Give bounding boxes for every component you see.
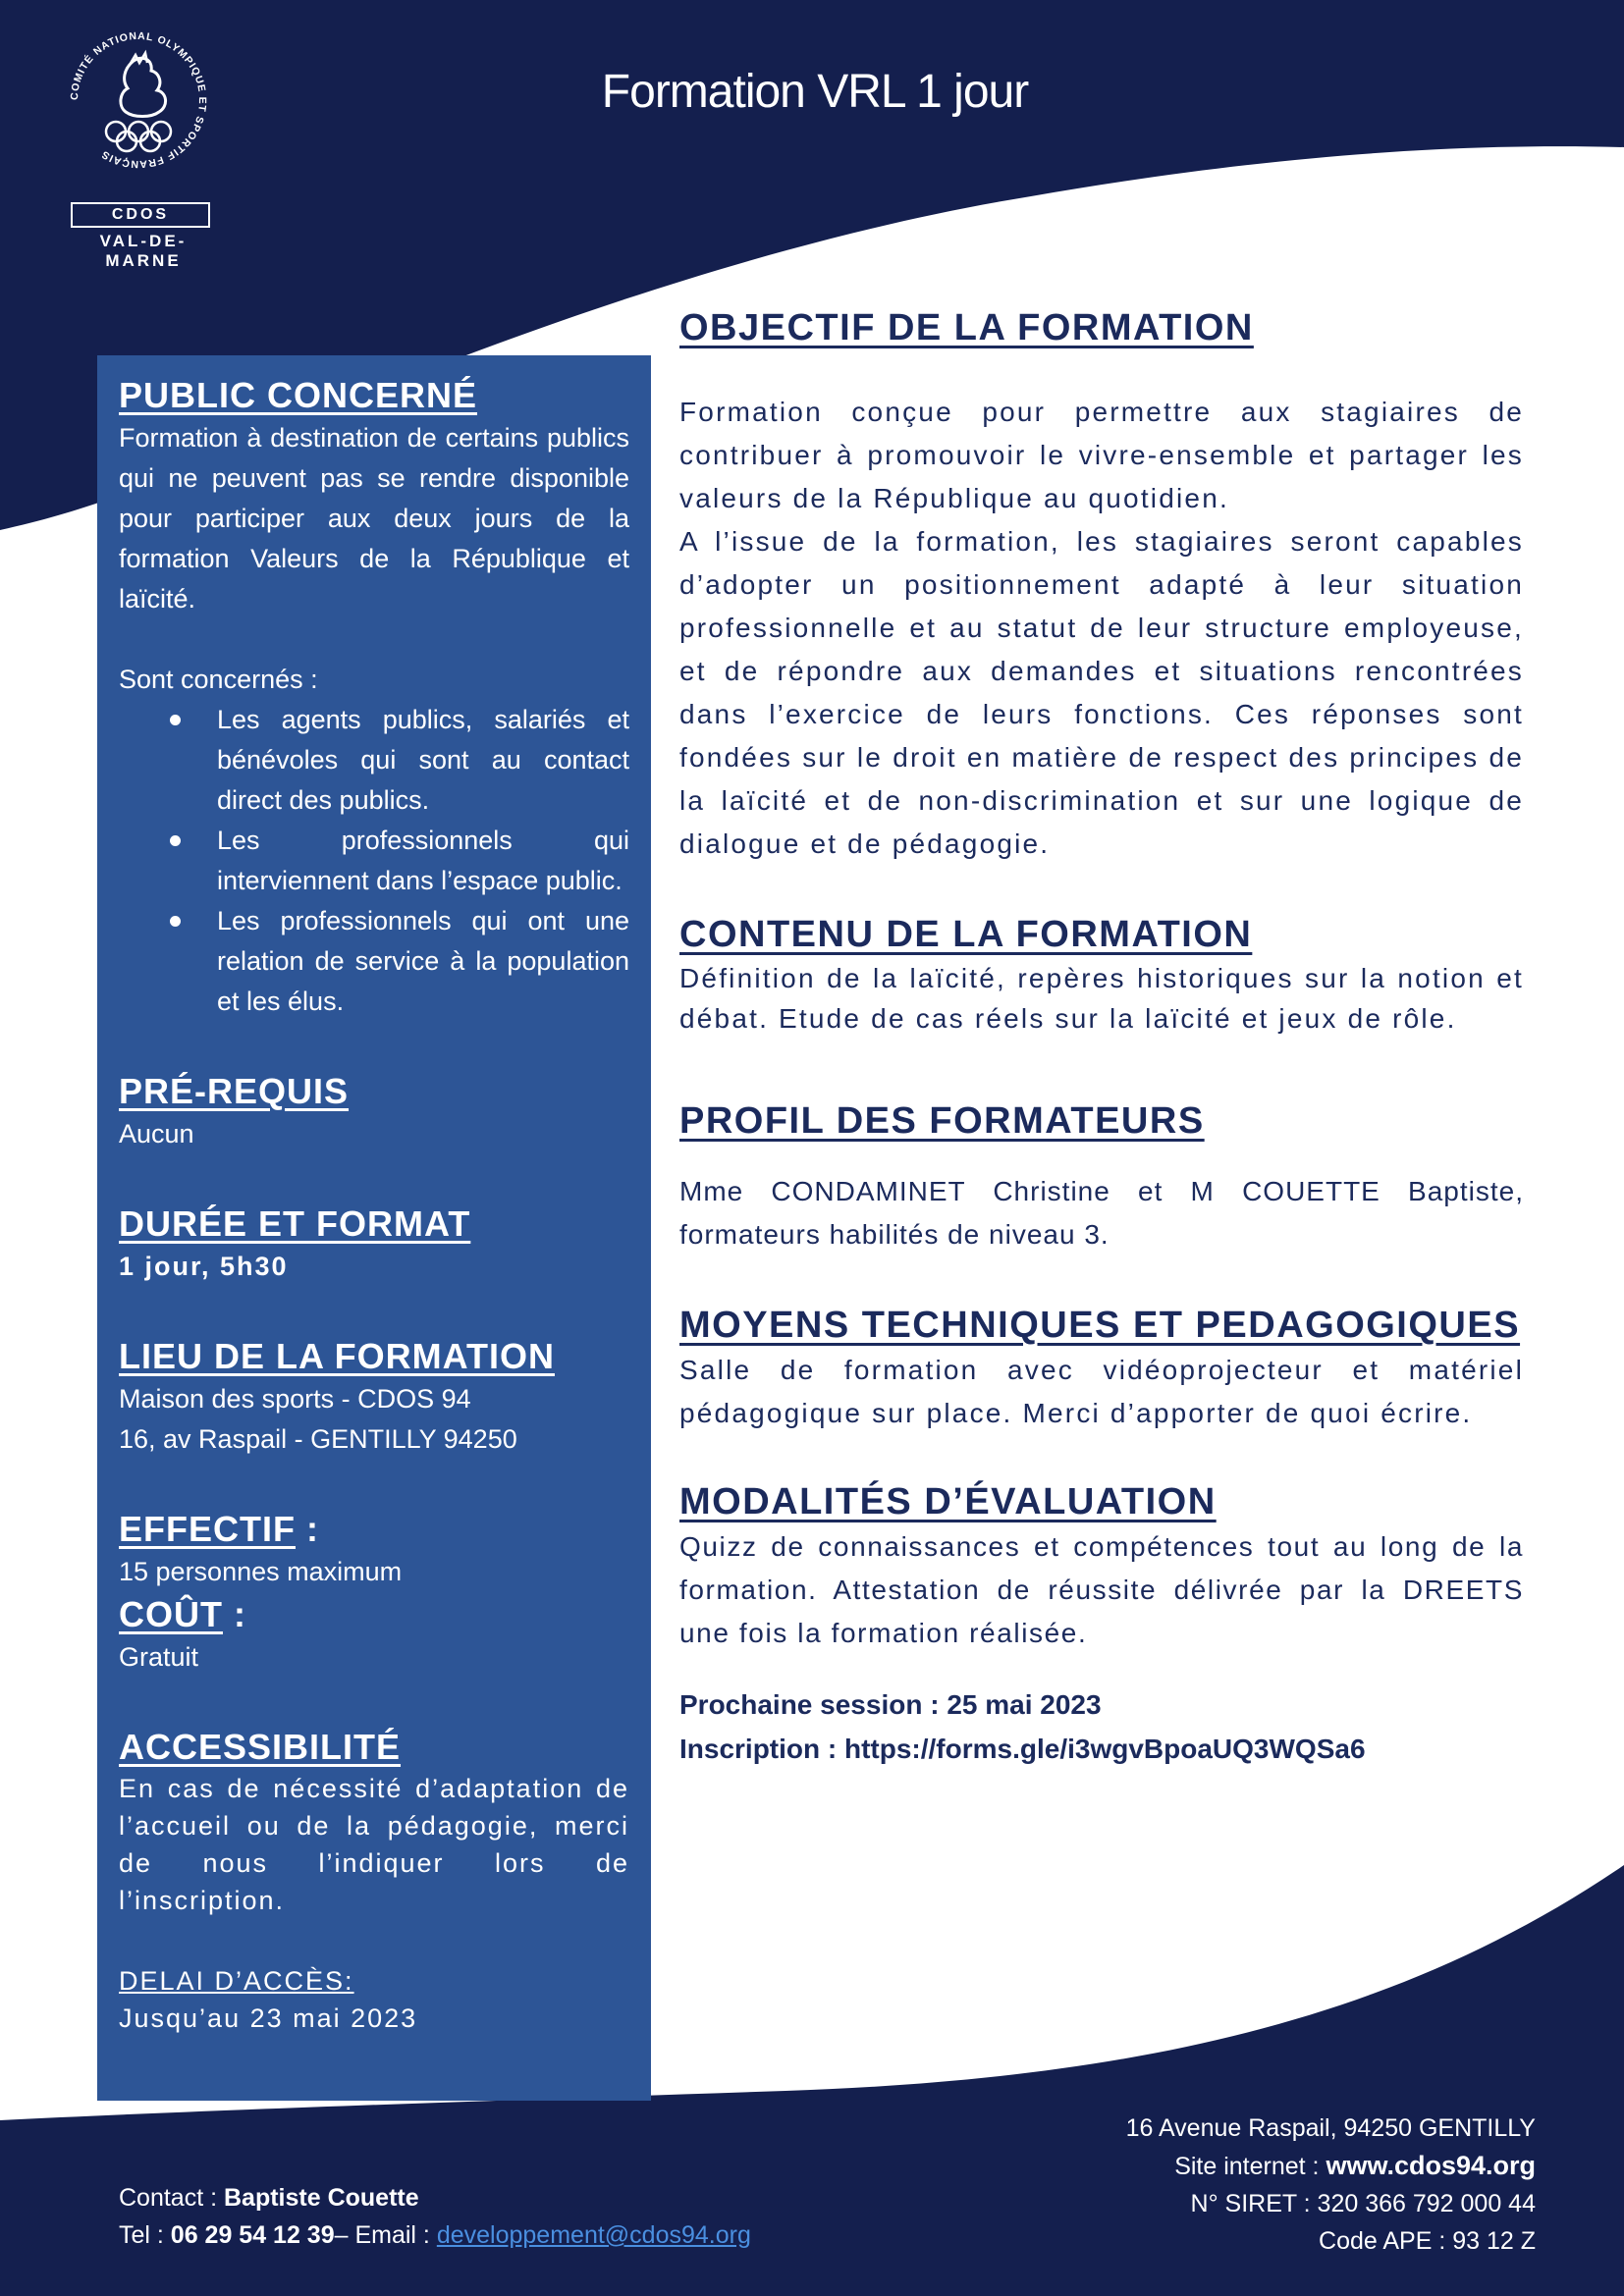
footer-ape: Code APE : 93 12 Z xyxy=(1319,2227,1536,2255)
svg-text:COMITÉ NATIONAL OLYMPIQUE ET S: COMITÉ NATIONAL OLYMPIQUE ET SPORTIF FRANÇAIS xyxy=(68,29,209,171)
phone-number: 06 29 54 12 39 xyxy=(170,2221,335,2249)
delay-label: DELAI D’ACCÈS: xyxy=(119,1966,354,1996)
duration-heading: DURÉE ET FORMAT xyxy=(119,1203,471,1244)
objective-paragraph-2: A l’issue de la formation, les stagiaires seront capables d’adopter un positionnement adapté à leur situation professionnelle et au statut de leur structure employeuse, et de répondre aux demandes et situations rencontrées dans l’exercice de leurs fonctions. Ces réponses sont fondées sur le droit en matière de respect des principes de la laïcité et de non-discrimination et sur une logique de dialogue et de pédagogie. xyxy=(679,526,1524,859)
access-heading: ACCESSIBILITÉ xyxy=(119,1727,402,1767)
prereq-text: Aucun xyxy=(119,1119,194,1148)
logo-region-label: VAL-DE-MARNE xyxy=(99,232,188,270)
footer-site: Site internet : www.cdos94.org xyxy=(1174,2151,1536,2180)
list-item: Les professionnels qui interviennent dans l’espace public. xyxy=(217,821,629,901)
public-heading: PUBLIC CONCERNÉ xyxy=(119,375,478,415)
olympic-seal-icon xyxy=(65,22,212,179)
evaluation-heading: MODALITÉS D’ÉVALUATION xyxy=(679,1481,1217,1522)
footer-address: 16 Avenue Raspail, 94250 GENTILLY xyxy=(1125,2114,1536,2142)
footer-siret: N° SIRET : 320 366 792 000 44 xyxy=(1190,2190,1536,2217)
phone-email-line: Tel : 06 29 54 12 39– Email : developpement@cdos94.org xyxy=(119,2221,751,2249)
left-info-panel xyxy=(97,355,651,2101)
document-title: Formation VRL 1 jour xyxy=(601,66,1029,118)
website-link[interactable]: www.cdos94.org xyxy=(1326,2151,1536,2180)
email-link[interactable]: developpement@cdos94.org xyxy=(436,2221,751,2249)
effectif-heading: EFFECTIF : xyxy=(119,1509,319,1549)
logo-cdos-label: CDOS xyxy=(71,202,210,228)
duration-text: 1 jour, 5h30 xyxy=(119,1252,289,1281)
cdos-logo xyxy=(57,22,234,270)
place-line-1: Maison des sports - CDOS 94 xyxy=(119,1384,471,1414)
means-heading: MOYENS TECHNIQUES ET PEDAGOGIQUES xyxy=(679,1305,1521,1346)
cout-text: Gratuit xyxy=(119,1642,199,1672)
concerned-list xyxy=(119,700,629,1022)
content-text: Définition de la laïcité, repères historiques sur la notion et débat. Etude de cas réels sur la laïcité et jeux de rôle. xyxy=(679,963,1524,1034)
right-content-column xyxy=(679,304,1524,1771)
trainers-text: Mme CONDAMINET Christine et M COUETTE Baptiste, formateurs habilités de niveau 3. xyxy=(679,1176,1524,1250)
access-text: En cas de nécessité d’adaptation de l’accueil ou de la pédagogie, merci de nous l’indiquer lors de l’inscription. xyxy=(119,1774,629,1915)
contact-line: Contact : Baptiste Couette xyxy=(119,2184,419,2212)
next-session: Prochaine session : 25 mai 2023 xyxy=(679,1689,1102,1720)
place-heading: LIEU DE LA FORMATION xyxy=(119,1336,555,1376)
footer-company-info xyxy=(1126,2109,1536,2260)
place-line-2: 16, av Raspail - GENTILLY 94250 xyxy=(119,1424,517,1454)
evaluation-text: Quizz de connaissances et compétences tout au long de la formation. Attestation de réussite délivrée par la DREETS une fois la formation réalisée. xyxy=(679,1531,1524,1648)
cout-heading: COÛT : xyxy=(119,1594,246,1634)
content-heading: CONTENU DE LA FORMATION xyxy=(679,914,1253,955)
delay-text: Jusqu’au 23 mai 2023 xyxy=(119,2003,418,2033)
public-intro: Formation à destination de certains publics qui ne peuvent pas se rendre disponible pour participer aux deux jours de la formation Valeurs de la République et laïcité. xyxy=(119,423,629,614)
left-panel-content xyxy=(119,373,629,2037)
list-item: Les professionnels qui ont une relation de service à la population et les élus. xyxy=(217,901,629,1022)
list-item: Les agents publics, salariés et bénévoles qui sont au contact direct des publics. xyxy=(217,700,629,821)
concerned-label: Sont concernés : xyxy=(119,665,318,694)
registration-link[interactable]: Inscription : https://forms.gle/i3wgvBpoaUQ3WQSa6 xyxy=(679,1734,1366,1764)
effectif-text: 15 personnes maximum xyxy=(119,1557,403,1586)
trainers-heading: PROFIL DES FORMATEURS xyxy=(679,1100,1205,1142)
means-text: Salle de formation avec vidéoprojecteur et matériel pédagogique sur place. Merci d’apporter de quoi écrire. xyxy=(679,1355,1524,1428)
prereq-heading: PRÉ-REQUIS xyxy=(119,1071,350,1111)
objective-paragraph-1: Formation conçue pour permettre aux stagiaires de contribuer à promouvoir le vivre-ensemble et partager les valeurs de la République au quotidien. xyxy=(679,397,1524,513)
contact-name: Baptiste Couette xyxy=(224,2184,419,2212)
objective-heading: OBJECTIF DE LA FORMATION xyxy=(679,307,1254,348)
footer-contact xyxy=(119,2179,751,2254)
